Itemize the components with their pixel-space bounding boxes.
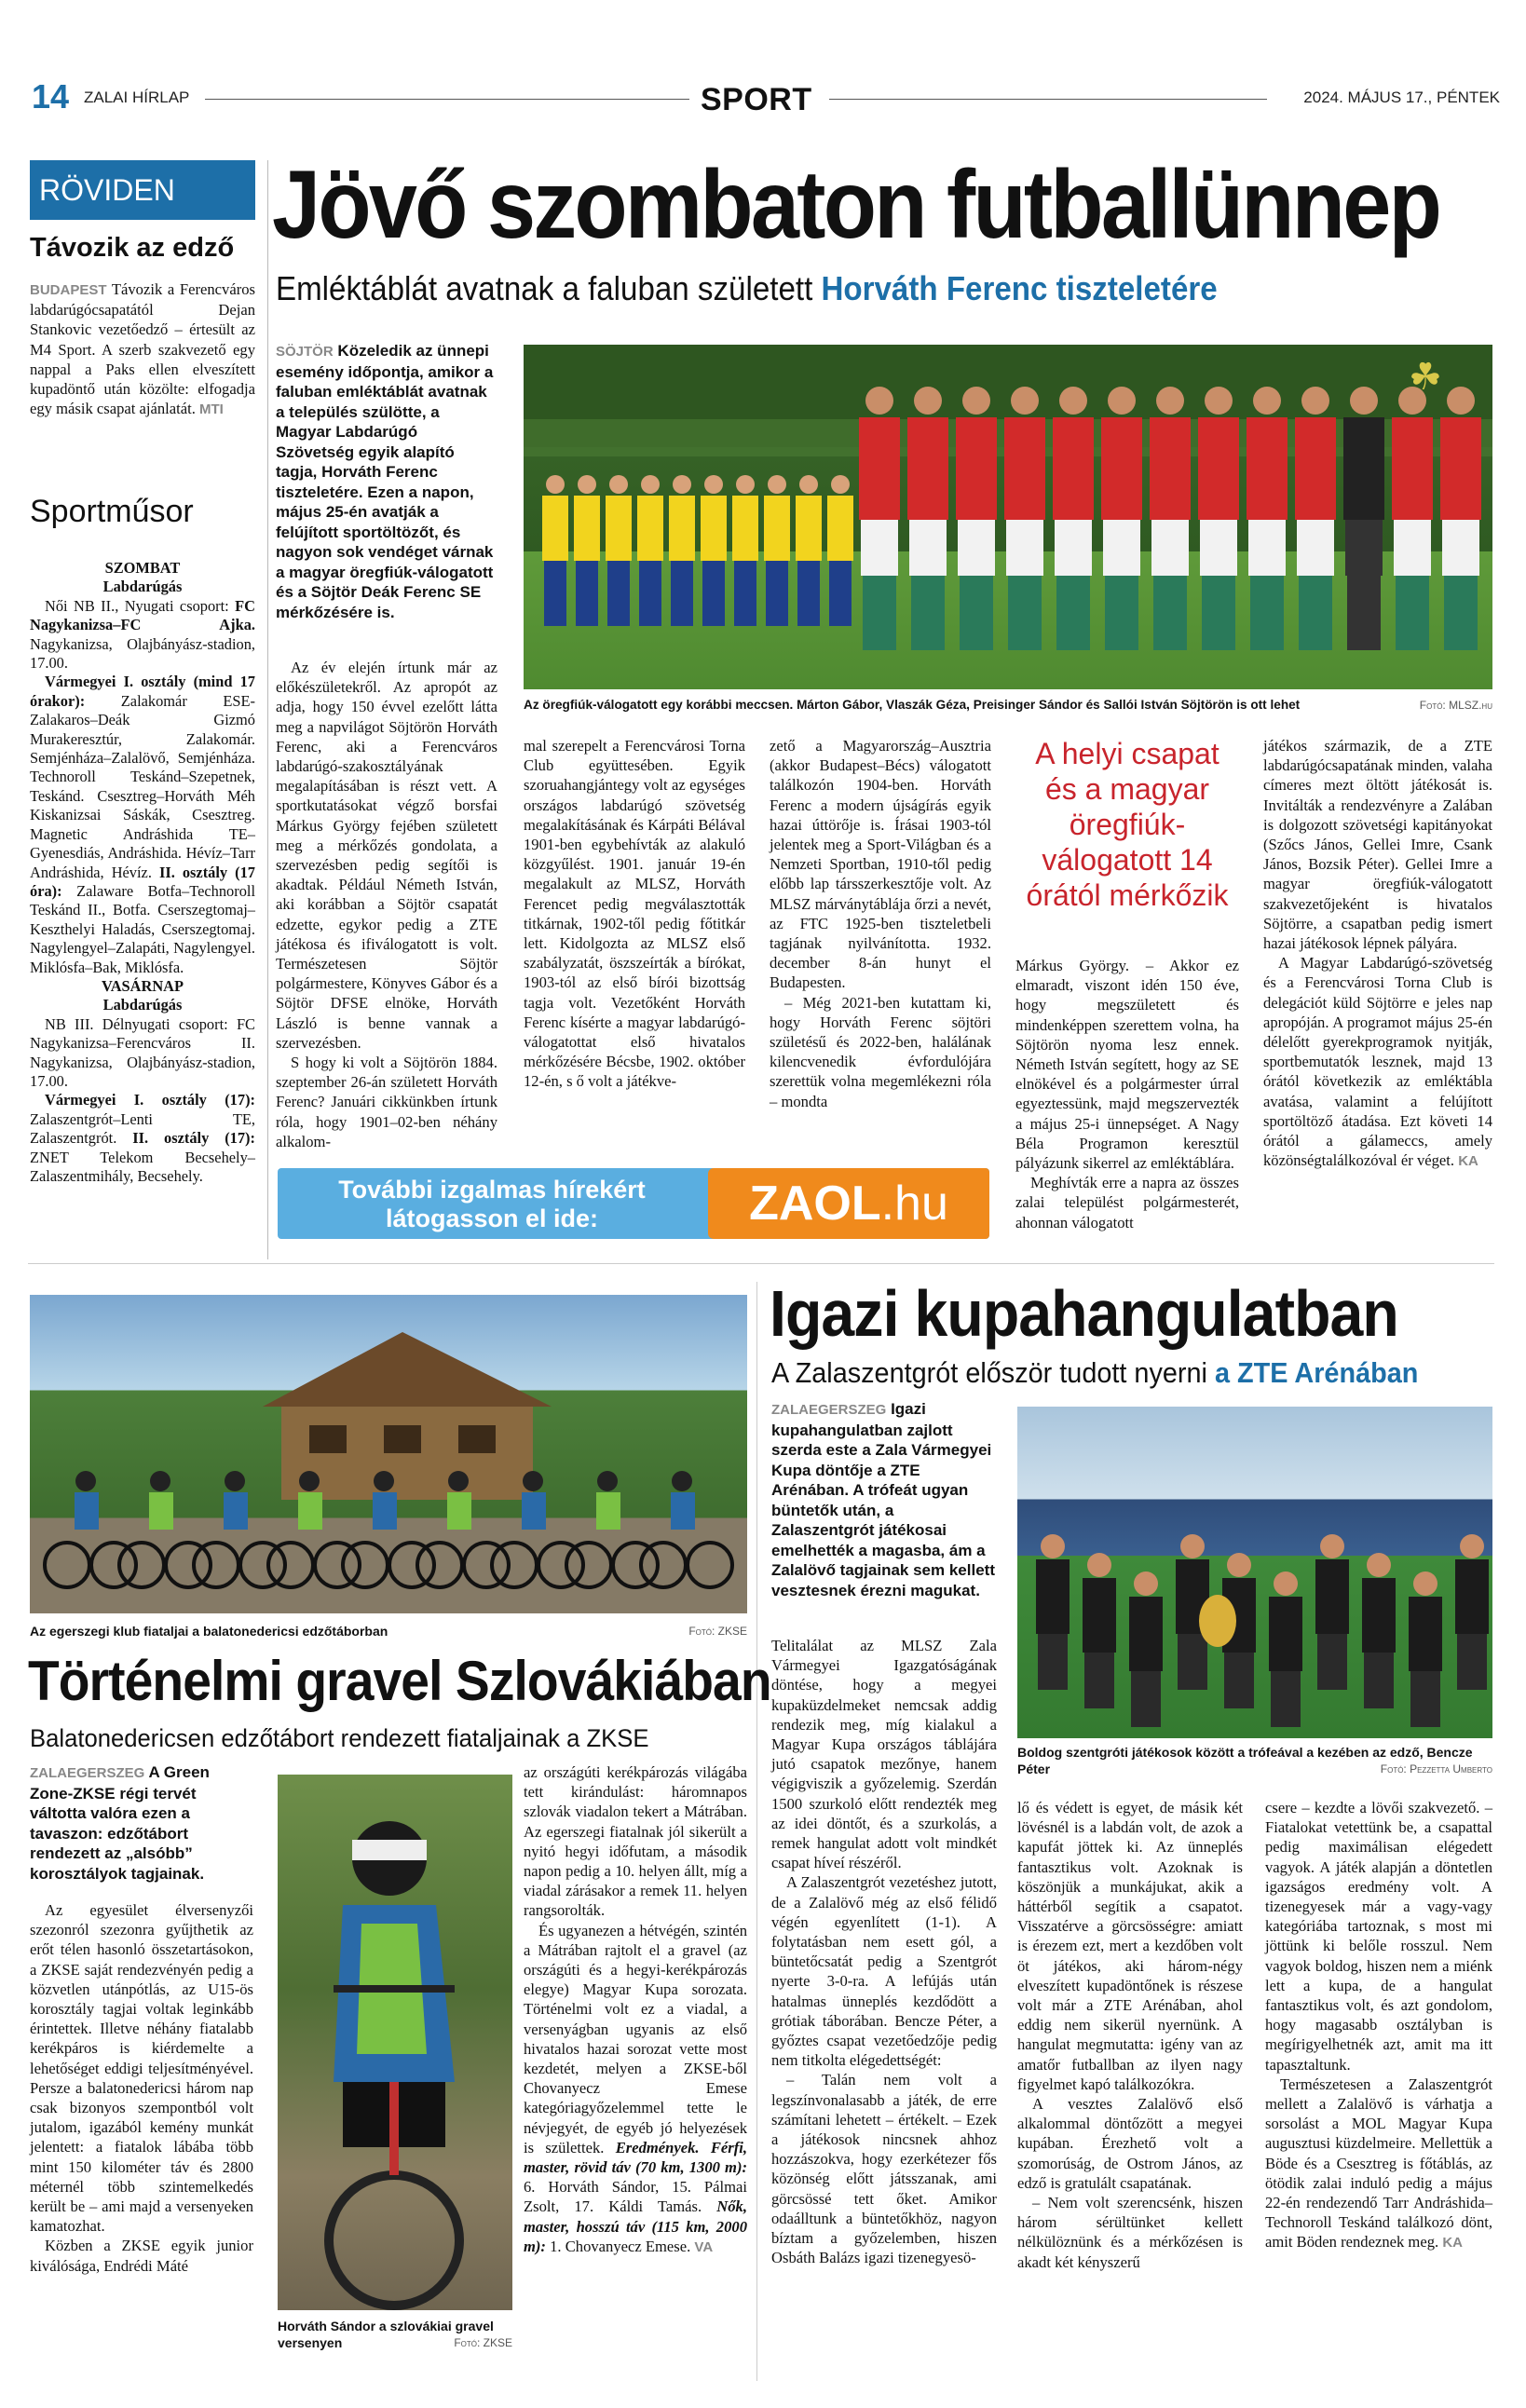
child-figure bbox=[732, 496, 758, 561]
player-socks bbox=[911, 576, 945, 650]
celebrator-head bbox=[1367, 1553, 1391, 1577]
rider-jersey bbox=[298, 1492, 322, 1530]
celebrator-shirt bbox=[1129, 1597, 1163, 1671]
player-socks bbox=[1202, 576, 1235, 650]
bike-wheel bbox=[45, 1543, 89, 1587]
celebrator-legs bbox=[1271, 1671, 1301, 1727]
player-socks bbox=[960, 576, 993, 650]
header-rule-left bbox=[205, 99, 689, 100]
player-jersey bbox=[1198, 417, 1239, 520]
player-socks bbox=[1396, 576, 1429, 650]
bike-wheel bbox=[613, 1543, 658, 1587]
bike-wheel bbox=[389, 1543, 434, 1587]
child-head bbox=[831, 475, 850, 494]
child-figure bbox=[574, 496, 600, 561]
gravel-col1-p1: Az egyesület élversenyzői szezonról szezonra gyűjthetik az erőt télen hasonló összetartásokon, a ZKSE saját rendezvényén pedig a közvetlen utánpótlás, az U15-ös korosztály tagjai voltak leginkább érintettek. Illetve néhány fiatalabb kerékpáros is kiérdemelte a lehetőséget eddigi teljesítményével. Persze a balatonedericsi három nap csak bizonyos szempontból volt jutalom, igazából kemény munkát jelentett: a fiatalok lábába több mint 150 kilométer táv és 2800 méternél több szintemelkedés került be – ami majd a versenyeken kamatozhat. bbox=[30, 1901, 253, 2236]
main-col5-p2: A Magyar Labdarúgó-szövetség és a Ferencvárosi Torna Club is delegációt küld Söjtörre e jeles nap apropóján. A programot május 25-én délelőtt gyerekprogramok nyitják, sportbemutatók lesznek, majd 13 órától következik az emléktábla avatása, valamint a felújított sportöltöző átadása. Ezt követi 14 órától a gálameccs, amely közönségtalálkozóval ér véget. bbox=[1263, 954, 1492, 1170]
bike-wheel bbox=[538, 1543, 583, 1587]
child-legs bbox=[766, 561, 788, 626]
player-jersey bbox=[1004, 417, 1045, 520]
player-shorts bbox=[1394, 520, 1431, 576]
celebrator-shirt bbox=[1083, 1578, 1116, 1653]
rider-jersey bbox=[522, 1492, 546, 1530]
cup-col-2 bbox=[1017, 1798, 1243, 2272]
rider-helmet bbox=[597, 1471, 618, 1491]
player-shorts bbox=[1297, 520, 1334, 576]
gravel-rider-caption bbox=[278, 2318, 512, 2351]
main-photo-caption bbox=[524, 697, 1492, 714]
ad-text bbox=[278, 1176, 706, 1233]
sportmusor-body bbox=[30, 559, 255, 1186]
cup-signature: KA bbox=[1442, 2235, 1463, 2252]
bike-wheel bbox=[315, 1543, 360, 1587]
gravel-results-text1: 6. Horváth Sándor, 15. Pálmai Zsolt, 17. Káldi Tamás. bbox=[524, 2178, 747, 2216]
gravel-dateline: ZALAEGERSZEG bbox=[30, 1765, 145, 1781]
celebrator-head bbox=[1460, 1534, 1484, 1558]
gravel-col-2 bbox=[524, 1762, 747, 2257]
cup-col3-p2: Természetesen a Zalaszentgrót mellett a Zalalövő is várhatja a sorsolást a MOL Magyar Kupa augusztusi küzdelmeire. Mellettük a Böde és a Csesztreg is főtáblás, az ötödik zalai induló pedig a május 22-én rendezendő Tarr Andráshida–Technoroll Teskánd találkozó dönt, amit Böden rendeznek meg. bbox=[1265, 2075, 1492, 2252]
main-pullquote: A helyi csapat és a magyar öregfiúk-válogatott 14 órától mérkőzik bbox=[1026, 737, 1229, 912]
bike-wheel bbox=[343, 1543, 388, 1587]
ad-logo bbox=[708, 1168, 989, 1239]
section-separator bbox=[28, 1263, 1494, 1264]
player-jersey bbox=[1440, 417, 1481, 520]
child-legs bbox=[797, 561, 820, 626]
child-head bbox=[673, 475, 691, 494]
celebrator-head bbox=[1274, 1571, 1298, 1596]
child-figure bbox=[701, 496, 727, 561]
child-head bbox=[799, 475, 818, 494]
main-col3-p1: zető a Magyarország–Ausztria (akkor Budapest–Bécs) válogatott találkozón 1904-ben. Horváth Ferenc a modern újságírás egyik hazai úttörője is. Írásai 1903-tól jelentek meg a Sport-Világban és a Nemzeti Sportban, 1910-től pedig előbb lap társszerkesztője volt. Az MLSZ márványtáblája őrzi a nevét, az FTC 1925-ben tiszteletbeli tagjának nyilvánította. 1932. december 8-án hunyt el Budapesten. bbox=[770, 737, 991, 992]
roviden-label bbox=[30, 160, 255, 220]
player-jersey bbox=[907, 417, 948, 520]
main-subhead bbox=[276, 270, 1218, 307]
celebrator-legs bbox=[1457, 1634, 1487, 1690]
player-socks bbox=[1347, 576, 1381, 650]
player-jersey bbox=[1101, 417, 1142, 520]
prog-p4c: II. osztály (17): bbox=[132, 1129, 255, 1148]
main-lead: Közeledik az ünnepi esemény időpontja, amikor a faluban emléktáblát avatnak a település szülötte, a Magyar Labdarúgó Szövetség egyik alapító tagja, Horváth Ferenc tiszteletére. Ezen a napon, május 25-én avatják a felújított sportöltözőt, és nagyon sok vendéget várnak a magyar öregfiúk-válogatott és a Söjtör Deák Ferenc SE mérkőzésére is. bbox=[276, 342, 494, 621]
celebrator-legs bbox=[1131, 1671, 1161, 1727]
player-shorts bbox=[958, 520, 995, 576]
celebrator-head bbox=[1180, 1534, 1205, 1558]
prog-p2c: II. osztály (17 óra): bbox=[30, 863, 255, 900]
section-title: SPORT bbox=[701, 82, 812, 117]
prog-p2b: Zalakomár ESE-Zalakaros–Deák Gizmó Murakeresztúr, Zalakomár. Semjénháza–Zalalövő, Semjénháza. Technoroll Teskánd–Szepetnek, Teskánd. Csesztreg–Horváth Méh Kiskanizsai Sáskák, Csesztreg. Magnetic Andráshida TE–Gyenesdiás, Andráshida. Hévíz–Tarr Andráshida, Hévíz. bbox=[30, 691, 255, 881]
gravel-col-1 bbox=[30, 1900, 253, 2276]
celebrator-shirt bbox=[1036, 1559, 1070, 1634]
prog-p3: NB III. Délnyugati csoport: FC Nagykanizsa–Ferencváros II. Nagykanizsa, Olajbányász-stadion, 17.00. bbox=[30, 1014, 255, 1090]
child-head bbox=[578, 475, 596, 494]
player-shorts bbox=[1248, 520, 1286, 576]
bike-wheel bbox=[119, 1543, 164, 1587]
rider-helmet bbox=[523, 1471, 543, 1491]
cup-col2-p1: lő és védett is egyet, de másik két lövésnél is a labdán volt, de azok a kapufát jöttek ki. Az ünneplés fantasztikus volt. Azoknak is köszönjük a munkájukat, akik a háttérből segítik a csapatot. Visszatérve a görcsösségre: amiatt is érezem ezt, mert a kezdőben volt öt játékos, aki három-négy elveszített kupadöntőnek is részese volt már a ZTE Arénában, ahol eddig nem sikerül nyernünk. A hangulat megmutatta: igény van az amatőr futballban az ilyen nagy figyelmet kapó találkozókra. bbox=[1017, 1799, 1243, 2093]
player-head bbox=[1108, 387, 1136, 415]
paper-name: ZALAI HÍRLAP bbox=[84, 88, 190, 106]
player-shorts bbox=[1103, 520, 1140, 576]
cup-photo bbox=[1017, 1407, 1492, 1738]
main-col1-p1: Az év elején írtunk már az előkészületekről. Az apropót az adja, hogy 150 évvel ezelőtt látta meg a napvilágot Söjtörön Horváth Ferenc, aki a Ferencváros labdarúgó-szakosztályának megalapításában is részt vett. A sportkutatásokat végző borsfai Márkus György fejében született meg a mérkőzés gondolata, a szervezésben pedig segítői is akadtak. Például Németh István, aki korábban a Söjtör csapatát edzette, egykor pedig a ZTE játékosa és ifiválogatott is volt. Természetesen Söjtör polgármestere, Könyves Gábor és a Söjtör DFSE elnöke, Horváth László is benne vannak a szervezésben. bbox=[276, 659, 497, 1052]
roviden-signature: MTI bbox=[199, 401, 224, 418]
rider-jersey bbox=[224, 1492, 248, 1530]
prog-day-sunday: VASÁRNAP bbox=[101, 976, 184, 995]
prog-p2d: Zalaware Botfa–Technoroll Teskánd II., Botfa. Cserszegtomaj–Keszthelyi Haladás, Cserszegtomaj. Nagylengyel–Zalapáti, Nagylengyel. Miklósfa–Bak, Miklósfa. bbox=[30, 881, 255, 976]
player-jersey bbox=[1392, 417, 1433, 520]
cup-subhead-accent: a ZTE Arénában bbox=[1214, 1356, 1419, 1389]
rider-helmet bbox=[299, 1471, 320, 1491]
player-head bbox=[1350, 387, 1378, 415]
celebrator-shirt bbox=[1362, 1578, 1396, 1653]
player-socks bbox=[1153, 576, 1187, 650]
page-number: 14 bbox=[32, 77, 70, 116]
player-shorts bbox=[1345, 520, 1383, 576]
player-shorts bbox=[861, 520, 898, 576]
celebrator-shirt bbox=[1315, 1559, 1349, 1634]
gravel-lead: A Green Zone-ZKSE régi tervét váltotta valóra ezen a tavaszon: edzőtábort rendezett az „alsóbb” korosztályok tagjainak. bbox=[30, 1763, 210, 1883]
prog-sport-1: Labdarúgás bbox=[102, 578, 183, 596]
child-figure bbox=[827, 496, 853, 561]
rider-jersey bbox=[596, 1492, 620, 1530]
roviden-title: Távozik az edző bbox=[30, 233, 235, 263]
roviden-label-text: RÖVIDEN bbox=[39, 173, 175, 207]
cup-photo-caption bbox=[1017, 1744, 1492, 1777]
celebrator-head bbox=[1041, 1534, 1065, 1558]
cup-lead-block bbox=[771, 1399, 997, 1600]
child-legs bbox=[734, 561, 756, 626]
prog-p1c: Nagykanizsa, Olajbányász-stadion, 17.00. bbox=[30, 634, 255, 673]
player-socks bbox=[1444, 576, 1478, 650]
main-photo bbox=[524, 345, 1492, 689]
child-figure bbox=[796, 496, 822, 561]
player-socks bbox=[1008, 576, 1042, 650]
rider-helmet bbox=[448, 1471, 469, 1491]
main-dateline: SÖJTÖR bbox=[276, 344, 334, 360]
cup-col2-p3: – Nem volt szerencsénk, hiszen három sérültünket kellett nélkülöznünk és a mérkőzésen is akadt két kényszerű bbox=[1017, 2194, 1243, 2271]
cup-photo-graphic bbox=[1017, 1407, 1492, 1738]
child-figure bbox=[669, 496, 695, 561]
celebrator-head bbox=[1134, 1571, 1158, 1596]
gravel-rider-photo bbox=[278, 1775, 512, 2310]
gravel-rider-credit: Fotó: ZKSE bbox=[454, 2336, 512, 2349]
main-photo-credit: Fotó: MLSZ.hu bbox=[1419, 699, 1492, 712]
player-head bbox=[1301, 387, 1329, 415]
celebrator-head bbox=[1320, 1534, 1344, 1558]
bike-wheel bbox=[464, 1543, 509, 1587]
main-lead-block bbox=[276, 341, 497, 622]
gravel-col2-p1: az országúti kerékpározás világába tett kirándulást: háromnapos szlovák viadalon tekert a Mátrában. Az egerszegi fiatalnak jól sikerült a nyitó hegyi időfutam, a második napon pedig a 10. helyen állt, míg a viadal zárásakor a remek 11. helyen rangsorolták. bbox=[524, 1763, 747, 1920]
rider-jersey bbox=[447, 1492, 471, 1530]
main-subhead-plain: Emléktáblát avatnak a faluban született bbox=[276, 269, 822, 307]
ad-logo-domain: .hu bbox=[880, 1177, 948, 1231]
cup-photo-credit: Fotó: Pezzetta Umberto bbox=[1380, 1762, 1492, 1775]
rider-helmet bbox=[672, 1471, 692, 1491]
gravel-results-label1: Eredmények. Férfi, master, rövid táv (70 km, 1300 m): bbox=[524, 2138, 747, 2177]
cup-subhead bbox=[771, 1356, 1418, 1390]
celebrator-legs bbox=[1038, 1634, 1068, 1690]
gravel-col1-p2: Közben a ZKSE egyik junior kiválósága, Endrédi Máté bbox=[30, 2237, 253, 2275]
rider-helmet bbox=[150, 1471, 170, 1491]
gravel-lead-block bbox=[30, 1762, 253, 1884]
main-col-2 bbox=[524, 736, 745, 1092]
ad-logo-text: ZAOL bbox=[749, 1177, 881, 1231]
bike-wheel bbox=[240, 1543, 285, 1587]
rider-helmet bbox=[225, 1471, 245, 1491]
main-photo-graphic bbox=[524, 345, 1492, 689]
main-photo-caption-text: Az öregfiúk-válogatott egy korábbi meccsen. Márton Gábor, Vlaszák Géza, Preisinger Sándor és Sallói István Söjtörön is ott lehet bbox=[524, 698, 1301, 712]
child-figure bbox=[606, 496, 632, 561]
rider-jersey bbox=[373, 1492, 397, 1530]
cup-col1-p1: Telitalálat az MLSZ Zala Vármegyei Igazgatóságának döntése, hogy a megyei kupaküzdelmeket nemcsak addig rendezik meg, míg kialakul a Magyar Kupa országos táblájára jutó csapatok mezőnye, hanem végigviszik a győzelemig. Szerdán 1500 szurkoló előtt rendezték meg az idei döntőt, és a szurkolás, a remek hangulat adott volt mindkét csapat híveí részéről. bbox=[771, 1637, 997, 1872]
player-head bbox=[1156, 387, 1184, 415]
gravel-signature: VA bbox=[694, 2238, 714, 2255]
celebrator-shirt bbox=[1455, 1559, 1489, 1634]
cup-subhead-plain: A Zalaszentgrót először tudott nyerni bbox=[771, 1356, 1215, 1389]
child-legs bbox=[671, 561, 693, 626]
cup-col3-p1: csere – kezdte a lövői szakvezető. – Fiatalokat vetettünk be, a csapattal pedig maximálisan elégedett vagyok. A játék alapján a döntetlen igazságos eredmény volt. A tizenegyesek már a vagy-vagy kategóriába tartoznak, s most mi jöttünk ki belőle rosszul. Nem vagyok boldog, hiszen nem a miénk lett a kupa, de a hangulat fantasztikus volt, és azt gondolom, hogy magasabb osztályban is megírigyelhetnék azt, amit ma itt tapasztaltunk. bbox=[1265, 1799, 1492, 2074]
main-col5-p1: játékos származik, de a ZTE labdarúgócsapatának minden, valaha címeres mezt öltött játékosát is. Invitálták a rendezvényre a Zalában is dolgozott szövetségi kapitányokat (Szőcs János, Gellei Imre, Csank János, Bozsik Péter). Gellei Imre a magyar öregfiúk-válogatott szakvezetőjeként is hivatalos Söjtörre, a csapatban pedig ismert hazai játékosok lépnek pályára. bbox=[1263, 737, 1492, 953]
header-rule-right bbox=[829, 99, 1267, 100]
rider-jersey bbox=[671, 1492, 695, 1530]
player-head bbox=[1059, 387, 1087, 415]
bike-wheel bbox=[268, 1543, 313, 1587]
child-figure bbox=[542, 496, 568, 561]
cup-col-3 bbox=[1265, 1798, 1492, 2253]
main-col4-p1: Márkus György. – Akkor ez elmaradt, viszont idén 150 éve, hogy megszületett és mindenképpen szerettem volna, ha Söjtörön nyoma lesz ennek. Németh István segített, hogy az SE elnökével és a polgármester úrral egyeztessünk, majd megszervezték a május 25-i ünnepséget. A Nagy Béla Programon keresztül pályázunk sikerrel az emléktáblára. bbox=[1015, 957, 1239, 1173]
child-legs bbox=[576, 561, 598, 626]
child-figure bbox=[764, 496, 790, 561]
child-head bbox=[641, 475, 660, 494]
gravel-photo-caption bbox=[30, 1623, 747, 1639]
cup-headline: Igazi kupahangulatban bbox=[770, 1277, 1398, 1350]
prog-p1b: FC Nagykanizsa–FC Ajka. bbox=[30, 596, 255, 634]
main-col-3 bbox=[770, 736, 991, 1111]
player-jersey bbox=[956, 417, 997, 520]
child-head bbox=[768, 475, 786, 494]
bike-wheel bbox=[492, 1543, 537, 1587]
gravel-photo-caption-text: Az egerszegi klub fiataljai a balatonedericsi edzőtáborban bbox=[30, 1624, 388, 1639]
main-subhead-accent: Horváth Ferenc tiszteletére bbox=[821, 269, 1218, 307]
ad-line-1: További izgalmas hírekért bbox=[338, 1176, 646, 1204]
issue-date: 2024. MÁJUS 17., PÉNTEK bbox=[1303, 88, 1500, 106]
gravel-photo-graphic bbox=[30, 1295, 747, 1613]
child-legs bbox=[544, 561, 566, 626]
cup-col1-p2: A Zalaszentgrót vezetéshez jutott, de a Zalalövő még az első félidő végén egyenlített (1-1). A folytatásban nem esett gól, a büntetőcsatát pedig a Szentgrót nyerte 3-0-ra. A lefújás után hatalmas ünneplés kezdődött a grótiak táborában. Bencze Péter, a győztes csapat vezetőedzője pedig nem titkolta elégedettségét: bbox=[771, 1873, 997, 2070]
main-col-1 bbox=[276, 658, 497, 1151]
gravel-photo-credit: Fotó: ZKSE bbox=[688, 1625, 747, 1638]
child-figure bbox=[637, 496, 663, 561]
prog-p4d: ZNET Telekom Becsehely–Zalaszentmihály, Becsehely. bbox=[30, 1148, 255, 1185]
player-shorts bbox=[1151, 520, 1189, 576]
ad-line-2: látogasson el ide: bbox=[385, 1204, 599, 1232]
player-shorts bbox=[1200, 520, 1237, 576]
celebrator-head bbox=[1413, 1571, 1437, 1596]
player-jersey bbox=[1343, 417, 1384, 520]
roviden-text: Távozik a Ferencváros labdarúgócsapatától Dejan Stankovic vezetőedző – értesült az M4 Sport. A szerb szakvezető egy nappal a Paks ellen elveszített kupadöntő után közölte: elfogadja egy másik csapat ajánlatát. bbox=[30, 280, 255, 418]
player-shorts bbox=[909, 520, 947, 576]
player-head bbox=[962, 387, 990, 415]
rider-helmet bbox=[374, 1471, 394, 1491]
celebrator-head bbox=[1087, 1553, 1111, 1577]
player-socks bbox=[863, 576, 896, 650]
prog-day-saturday: SZOMBAT bbox=[104, 559, 181, 577]
bottom-column-divider bbox=[756, 1282, 757, 2381]
bike-wheel bbox=[688, 1543, 732, 1587]
gravel-photo bbox=[30, 1295, 747, 1613]
player-jersey bbox=[859, 417, 900, 520]
gravel-results-label2: Nők, master, hosszú táv (115 km, 2000 m): bbox=[524, 2197, 747, 2255]
main-col3-p2: – Még 2021-ben kutattam ki, hogy Horváth Ferenc söjtöri születésű és 2022-ben, halálának kilencvenedik évfordulójára szerettük volna megemlékezni róla – mondta bbox=[770, 993, 991, 1110]
rider-jersey bbox=[75, 1492, 99, 1530]
player-head bbox=[914, 387, 942, 415]
bike-wheel bbox=[166, 1543, 211, 1587]
rider-jersey bbox=[149, 1492, 173, 1530]
gravel-subhead: Balatonedericsen edzőtábort rendezett fiataljainak a ZKSE bbox=[30, 1724, 649, 1752]
player-head bbox=[865, 387, 893, 415]
player-jersey bbox=[1295, 417, 1336, 520]
main-col-5 bbox=[1263, 736, 1492, 1171]
celebrator-legs bbox=[1410, 1671, 1440, 1727]
gravel-headline: Történelmi gravel Szlovákiában bbox=[28, 1650, 771, 1712]
player-shorts bbox=[1442, 520, 1479, 576]
celebrator-head bbox=[1227, 1553, 1251, 1577]
svg-text:☘: ☘ bbox=[1409, 357, 1442, 398]
player-head bbox=[1011, 387, 1039, 415]
cup-col1-p3: – Talán nem volt a legszínvonalasabb a játék, de erre számítani lehetett – értékelt. – Ezek a játékosok nincsnek ahhoz hozzászokva, hogy ezerkétezer fős közönség előtt játsszanak, ami görcsössé tett őket. Amikor odaálltunk a büntetőkhöz, nagyon bíztam a győzelemben, hiszen Osbáth Balázs igazi tizenegyesö- bbox=[771, 2071, 997, 2267]
bike-wheel bbox=[641, 1543, 686, 1587]
main-col2-p1: mal szerepelt a Ferencvárosi Torna Club együttesében. Egyik szoruahangjántegy volt az egységes országos labdarúgó szövetség megalakításának és Kárpáti Bélával 1901-ben egybehívták az alakuló közgyűlést. 1901. január 19-én megalakult az MLSZ, Horváth Ferencet pedig megválasztották titkárnak, 1902-től pedig főtitkár lett. Kidolgozta az MLSZ első szabályzatát, öszszeírták a bírókat, 1903-tól az első bírói bizottság tagja volt. Vezetőként Horváth Ferenc kísérte a magyar labdarúgó-válogatottat első hivatalos mérkőzésére Bécsbe, 1902. október 12-én, s ő volt a játékve- bbox=[524, 737, 745, 1091]
bike-wheel bbox=[194, 1543, 238, 1587]
sportmusor-title: Sportműsor bbox=[30, 494, 194, 529]
bike-wheel bbox=[417, 1543, 462, 1587]
main-col4-p2: Meghívták erre a napra az összes zalai települést polgármesterét, ahonnan válogatott bbox=[1015, 1174, 1239, 1231]
cup-col2-p2: A vesztes Zalalövő első alkalommal döntőzött a megyei kupában. Érezhető volt a szomorúság, de Ostrom János, az edző is gratulált csapatának. bbox=[1017, 2095, 1243, 2192]
child-head bbox=[704, 475, 723, 494]
player-socks bbox=[1250, 576, 1284, 650]
celebrator-legs bbox=[1084, 1653, 1114, 1708]
player-shorts bbox=[1055, 520, 1092, 576]
prog-p4a: Vármegyei I. osztály (17): bbox=[45, 1091, 255, 1109]
child-head bbox=[609, 475, 628, 494]
child-legs bbox=[607, 561, 630, 626]
gravel-rider-caption-text: Horváth Sándor a szlovákiai gravel versenyen bbox=[278, 2319, 494, 2350]
zaol-ad[interactable] bbox=[278, 1168, 989, 1239]
celebrator-legs bbox=[1224, 1653, 1254, 1708]
celebrator-legs bbox=[1178, 1634, 1207, 1690]
roviden-body bbox=[30, 279, 255, 419]
prog-p2a: Vármegyei I. osztály (mind 17 órakor): bbox=[30, 673, 255, 710]
main-col1-p2: S hogy ki volt a Söjtörön 1884. szeptember 26-án született Horváth Ferenc? Januári cikkünkben írtunk róla, hogy 1901–02-ben néhány alkalom- bbox=[276, 1054, 497, 1150]
player-jersey bbox=[1247, 417, 1288, 520]
column-divider bbox=[267, 160, 268, 1259]
celebrator-legs bbox=[1364, 1653, 1394, 1708]
prog-sport-2: Labdarúgás bbox=[102, 996, 183, 1014]
gravel-rider-graphic bbox=[278, 1775, 512, 2310]
player-shorts bbox=[1006, 520, 1043, 576]
player-head bbox=[1447, 387, 1475, 415]
celebrator-shirt bbox=[1269, 1597, 1302, 1671]
cup-photo-caption-text: Boldog szentgróti játékosok között a trófeával a kezében az edző, Bencze Péter bbox=[1017, 1745, 1473, 1776]
player-jersey bbox=[1053, 417, 1094, 520]
prog-p1a: Női NB II., Nyugati csoport: bbox=[45, 596, 236, 615]
prog-p4b: Zalaszentgrót–Lenti TE, Zalaszentgrót. bbox=[30, 1109, 255, 1148]
player-socks bbox=[1105, 576, 1138, 650]
gravel-col2-p2: És ugyanezen a hétvégén, szintén a Mátrában rajtolt el a gravel (az országúti és a hegyi-kerékpározás elegye) Magyar Kupa sorozata. Történelmi volt ez a viadal, a versenyágban ugyanis az első hivatalos hazai sorozat vette most kezdetét, melyen a ZKSE-ből Chovanyecz Emese kategóriagyőzelemmel tette le névjegyét, de egyéb jó helyezések is születtek. bbox=[524, 1921, 747, 2156]
child-head bbox=[546, 475, 565, 494]
gravel-results-text2: 1. Chovanyecz Emese. bbox=[545, 2237, 691, 2255]
cup-lead: Igazi kupahangulatban zajlott szerda este a Zala Vármegyei Kupa döntője a ZTE Arénában. A trófeát ugyan büntetők után, a Zalaszentgrót játékosai emelhették a magasba, ám a Zalalövő tagjainak sem kellett vesztesnek érezni magukat. bbox=[771, 1400, 995, 1599]
player-socks bbox=[1056, 576, 1090, 650]
bike-wheel bbox=[566, 1543, 611, 1587]
main-headline: Jövő szombaton futballünnep bbox=[272, 151, 1440, 259]
player-head bbox=[1253, 387, 1281, 415]
cup-dateline: ZALAEGERSZEG bbox=[771, 1402, 887, 1418]
main-signature: KA bbox=[1458, 1153, 1478, 1170]
child-head bbox=[736, 475, 755, 494]
roviden-dateline: BUDAPEST bbox=[30, 282, 107, 298]
rider-helmet bbox=[75, 1471, 96, 1491]
child-legs bbox=[639, 561, 661, 626]
bike-wheel bbox=[91, 1543, 136, 1587]
celebrator-legs bbox=[1317, 1634, 1347, 1690]
cup-col-1 bbox=[771, 1636, 997, 2268]
celebrator-shirt bbox=[1409, 1597, 1442, 1671]
player-head bbox=[1205, 387, 1233, 415]
player-jersey bbox=[1150, 417, 1191, 520]
player-socks bbox=[1299, 576, 1332, 650]
child-legs bbox=[702, 561, 725, 626]
main-col-4 bbox=[1015, 956, 1239, 1232]
child-legs bbox=[829, 561, 852, 626]
